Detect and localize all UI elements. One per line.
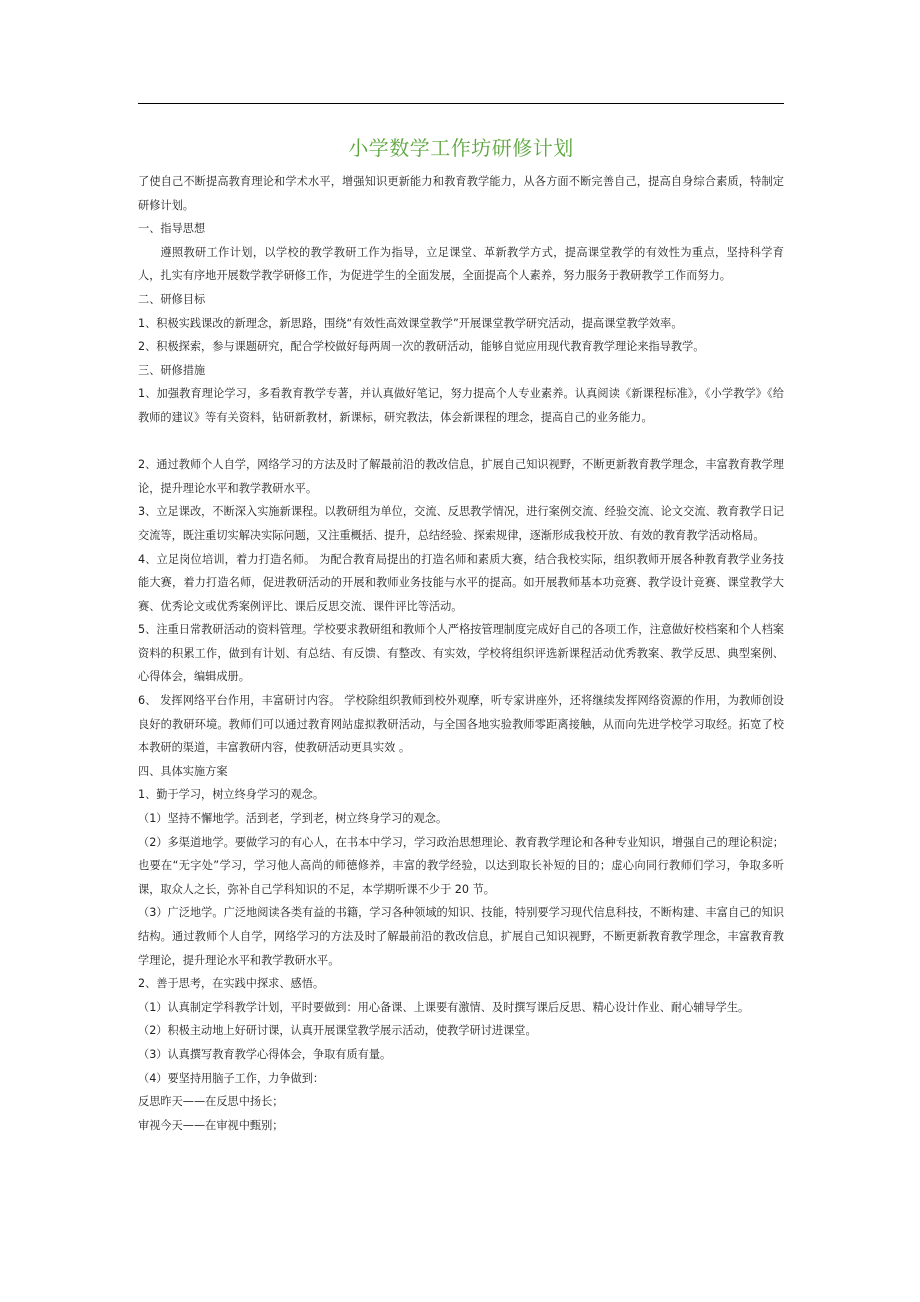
heading-guiding-thought: 一、指导思想 <box>138 222 206 236</box>
document-title: 小学数学工作坊研修计划 <box>348 136 574 160</box>
paragraph-impl-2-2: （2）积极主动地上好研讨课，认真开展课堂教学展示活动，使教学研讨进课堂。 <box>138 1024 537 1038</box>
heading-goals: 二、研修目标 <box>138 292 206 306</box>
paragraph-measure-6: 6、 发挥网络平台作用，丰富研讨内容。 学校除组织教师到校外观摩，听专家讲座外，还将继续发挥网络资源的作用，为教师创设良好的教研环境。教师们可以通过教育网站虚拟教研活动，与全国各地实验教师零距离接触，从而向先进学校学习取经。拓宽了校本教研的渠道，丰富教研内容，使教研活动更具实效 。 <box>138 694 784 755</box>
paragraph-goal-1: 1、积极实践课改的新理念，新思路，围绕“有效性高效课堂教学”开展课堂教学研究活动，提高课堂教学效率。 <box>138 316 683 330</box>
heading-measures: 三、研修措施 <box>138 363 206 377</box>
paragraph-measure-5: 5、注重日常教研活动的资料管理。学校要求教研组和教师个人严格按管理制度完成好自己的各项工作，注意做好校档案和个人档案资料的积累工作，做到有计划、有总结、有反馈、有整改、有实效，学校将组织评选新课程活动优秀教案、教学反思、典型案例、心得体会，编辑成册。 <box>138 623 784 684</box>
paragraph-intro: 了使自己不断提高教育理论和学术水平，增强知识更新能力和教育教学能力，从各方面不断完善自己，提高自身综合素质，特制定研修计划。 <box>138 175 784 212</box>
paragraph-impl-1-3: （3）广泛地学。广泛地阅读各类有益的书籍，学习各种领域的知识、技能，特别要学习现代信息科技，不断构建、丰富自己的知识结构。通过教师个人自学，网络学习的方法及时了解最前沿的教改信息，扩展自己知识视野，不断更新教育教学理念，丰富教育教学理论，提升理论水平和教学教研水平。 <box>138 906 784 967</box>
paragraph-measure-2: 2、通过教师个人自学，网络学习的方法及时了解最前沿的教改信息，扩展自己知识视野，不断更新教育教学理念，丰富教育教学理论，提升理论水平和教学教研水平。 <box>138 458 784 495</box>
paragraph-impl-2-4: （4）要坚持用脑子工作，力争做到： <box>138 1071 325 1085</box>
paragraph-impl-1: 1、勤于学习，树立终身学习的观念。 <box>138 788 325 802</box>
heading-implementation: 四、具体实施方案 <box>138 764 228 778</box>
paragraph-examine-today: 审视今天——在审视中甄别； <box>138 1118 284 1132</box>
paragraph-impl-1-2: （2）多渠道地学。要做学习的有心人，在书本中学习，学习政治思想理论、教育教学理论和各种专业知识，增强自己的理论积淀；也要在“无字处”学习，学习他人高尚的师德修养，丰富的教学经验，以达到取长补短的目的；虚心向同行教师们学习，争取多听课，取众人之长，弥补自己学科知识的不足，本学期听课不少于 20 节。 <box>138 835 784 896</box>
document-body <box>138 170 784 1137</box>
paragraph-impl-2: 2、善于思考，在实践中探求、感悟。 <box>138 977 325 991</box>
paragraph-measure-3: 3、立足课改，不断深入实施新课程。以教研组为单位，交流、反思教学情况，进行案例交流、经验交流、论文交流、教育教学日记交流等，既注重切实解决实际问题，又注重概括、提升，总结经验、探索规律，逐渐形成我校开放、有效的教育教学活动格局。 <box>138 505 784 542</box>
header-rule <box>138 103 784 104</box>
paragraph-goal-2: 2、积极探索，参与课题研究，配合学校做好每两周一次的教研活动，能够自觉应用现代教育教学理论来指导教学。 <box>138 340 705 354</box>
paragraph-guiding-thought: 遵照教研工作计划，以学校的教学教研工作为指导，立足课堂、革新教学方式，提高课堂教学的有效性为重点，坚持科学育人，扎实有序地开展数学教学研修工作，为促进学生的全面发展，全面提高个人素养，努力服务于教研教学工作而努力。 <box>138 245 784 283</box>
paragraph-impl-1-1: （1）坚持不懈地学。活到老，学到老，树立终身学习的观念。 <box>138 812 448 826</box>
paragraph-reflect-yesterday: 反思昨天——在反思中扬长； <box>138 1095 284 1109</box>
paragraph-measure-4: 4、立足岗位培训，着力打造名师。 为配合教育局提出的打造名师和素质大赛，结合我校实际，组织教师开展各种教育教学业务技能大赛，着力打造名师，促进教研活动的开展和教师业务技能与水平的提高。如开展教师基本功竞赛、教学设计竞赛、课堂教学大赛、优秀论文或优秀案例评比、课后反思交流、课件评比等活动。 <box>138 552 784 613</box>
paragraph-measure-1: 1、加强教育理论学习，多看教育教学专著，并认真做好笔记，努力提高个人专业素养。认真阅读《新课程标准》，《小学教学》《给教师的建议》等有关资料，钻研新教材，新课标，研究教法，体会新课程的理念，提高自己的业务能力。 <box>138 387 784 424</box>
paragraph-impl-2-1: （1）认真制定学科教学计划，平时要做到：用心备课、上课要有激情、及时撰写课后反思、精心设计作业、耐心辅导学生。 <box>138 1000 750 1014</box>
paragraph-impl-2-3: （3）认真撰写教育教学心得体会，争取有质有量。 <box>138 1047 392 1061</box>
blank-line <box>138 430 784 454</box>
